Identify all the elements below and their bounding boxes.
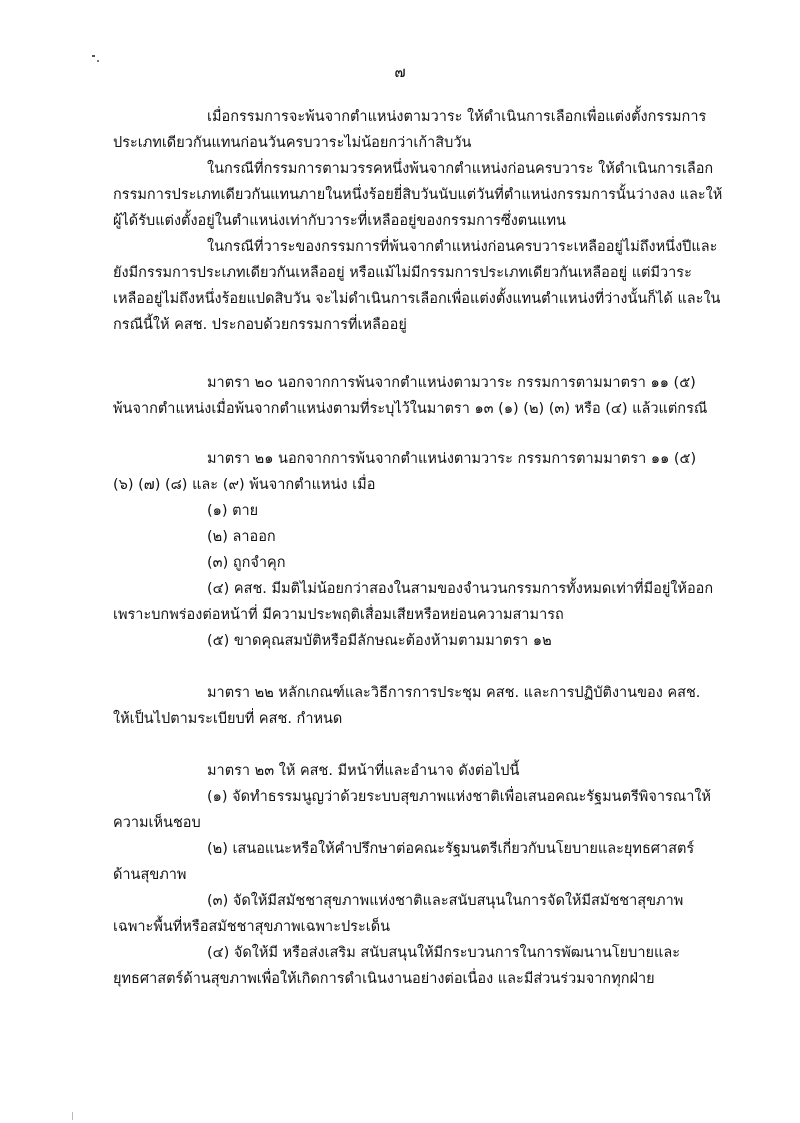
page-number: ๗: [394, 63, 406, 81]
paragraph-line: กรณีนี้ให้ คสช. ประกอบด้วยกรรมการที่เหลืออยู่: [113, 317, 407, 333]
paragraph-line: ประเภทเดียวกันแทนก่อนวันครบวาระไม่น้อยกว่าเก้าสิบวัน: [113, 135, 472, 151]
paragraph-line: ในกรณีที่วาระของกรรมการที่พ้นจากตำแหน่งก่อนครบวาระเหลืออยู่ไม่ถึงหนึ่งปีและ: [207, 239, 718, 255]
paragraph-line: กรรมการประเภทเดียวกันแทนภายในหนึ่งร้อยยี่สิบวันนับแต่วันที่ตำแหน่งกรรมการนั้นว่างลง และให้: [113, 187, 723, 203]
list-item-continuation: ความเห็นชอบ: [113, 815, 201, 831]
section-21-heading: มาตรา ๒๑ นอกจากการพ้นจากตำแหน่งตามวาระ กรรมการตามมาตรา ๑๑ (๕): [207, 451, 697, 467]
paragraph-line: (๖) (๗) (๘) และ (๙) พ้นจากตำแหน่ง เมื่อ: [113, 477, 376, 493]
section-23-heading: มาตรา ๒๓ ให้ คสช. มีหน้าที่และอำนาจ ดังต่อไปนี้: [207, 763, 520, 779]
list-item: (๓) ถูกจำคุก: [207, 555, 286, 571]
list-item: (๒) เสนอแนะหรือให้คำปรึกษาต่อคณะรัฐมนตรีเกี่ยวกับนโยบายและยุทธศาสตร์: [207, 841, 695, 857]
paragraph-line: พ้นจากตำแหน่งเมื่อพ้นจากตำแหน่งตามที่ระบุไว้ในมาตรา ๑๓ (๑) (๒) (๓) หรือ (๔) แล้วแต่กรณี: [113, 401, 708, 417]
list-item-continuation: ด้านสุขภาพ: [113, 867, 187, 883]
list-item: (๓) จัดให้มีสมัชชาสุขภาพแห่งชาติและสนับสนุนในการจัดให้มีสมัชชาสุขภาพ: [207, 893, 684, 909]
list-item-continuation: เพราะบกพร่องต่อหน้าที่ มีความประพฤติเสื่อมเสียหรือหย่อนความสามารถ: [113, 607, 564, 623]
section-22-heading: มาตรา ๒๒ หลักเกณฑ์และวิธีการการประชุม คสช. และการปฏิบัติงานของ คสช.: [207, 685, 701, 701]
list-item: (๕) ขาดคุณสมบัติหรือมีลักษณะต้องห้ามตามมาตรา ๑๒: [207, 633, 552, 649]
list-item: (๔) คสช. มีมติไม่น้อยกว่าสองในสามของจำนวนกรรมการทั้งหมดเท่าที่มีอยู่ให้ออก: [207, 581, 714, 597]
paragraph-line: ในกรณีที่กรรมการตามวรรคหนึ่งพ้นจากตำแหน่งก่อนครบวาระ ให้ดำเนินการเลือก: [207, 161, 714, 177]
paragraph-line: เหลืออยู่ไม่ถึงหนึ่งร้อยแปดสิบวัน จะไม่ดำเนินการเลือกเพื่อแต่งตั้งแทนตำแหน่งที่ว่างนั้นก็ได้ และใน: [113, 291, 721, 307]
scan-artifact: [72, 1112, 73, 1120]
list-item: (๑) ตาย: [207, 503, 259, 519]
paragraph-line: เมื่อกรรมการจะพ้นจากตำแหน่งตามวาระ ให้ดำเนินการเลือกเพื่อแต่งตั้งกรรมการ: [207, 109, 707, 125]
list-item-continuation: ยุทธศาสตร์ด้านสุขภาพเพื่อให้เกิดการดำเนินงานอย่างต่อเนื่อง และมีส่วนร่วมจากทุกฝ่าย: [113, 971, 655, 987]
paragraph-line: ให้เป็นไปตามระเบียบที่ คสช. กำหนด: [113, 711, 343, 727]
list-item: (๔) จัดให้มี หรือส่งเสริม สนับสนุนให้มีกระบวนการในการพัฒนานโยบายและ: [207, 945, 680, 961]
paragraph-line: ยังมีกรรมการประเภทเดียวกันเหลืออยู่ หรือแม้ไม่มีกรรมการประเภทเดียวกันเหลืออยู่ แต่มีวาระ: [113, 265, 692, 281]
paragraph-line: ผู้ได้รับแต่งตั้งอยู่ในตำแหน่งเท่ากับวาระที่เหลืออยู่ของกรรมการซึ่งตนแทน: [113, 213, 566, 229]
list-item-continuation: เฉพาะพื้นที่หรือสมัชชาสุขภาพเฉพาะประเด็น: [113, 919, 391, 935]
scan-artifact: [92, 55, 95, 57]
section-20-heading: มาตรา ๒๐ นอกจากการพ้นจากตำแหน่งตามวาระ กรรมการตามมาตรา ๑๑ (๕): [207, 375, 696, 391]
list-item: (๒) ลาออก: [207, 529, 276, 545]
list-item: (๑) จัดทำธรรมนูญว่าด้วยระบบสุขภาพแห่งชาติเพื่อเสนอคณะรัฐมนตรีพิจารณาให้: [207, 789, 711, 805]
